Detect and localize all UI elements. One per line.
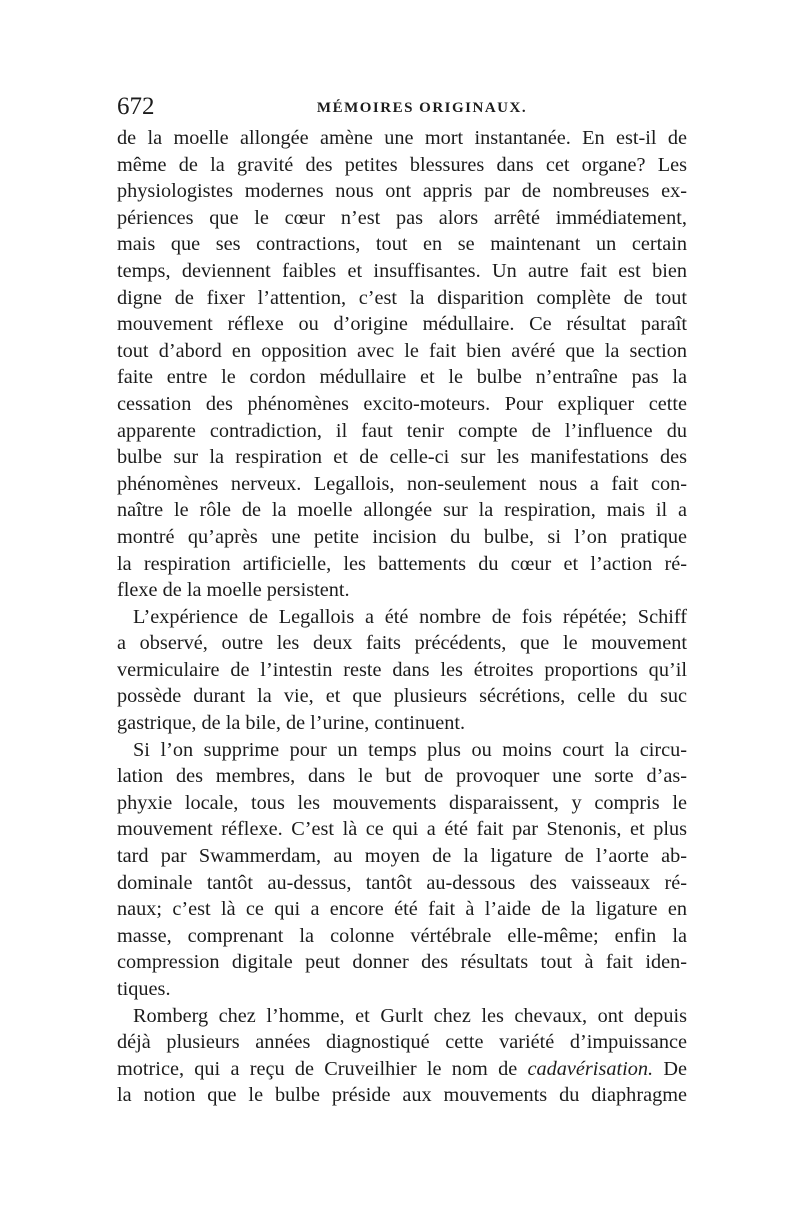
text-line: apparente contradiction, il faut tenir compte de l’influence du — [117, 419, 687, 442]
text-line: vermiculaire de l’intestin reste dans les étroites proportions qu’il — [117, 658, 687, 681]
paragraph-start-line: L’expérience de Legallois a été nombre de fois répétée; Schiff — [133, 605, 687, 628]
text-line: de la moelle allongée amène une mort instantanée. En est-il de — [117, 127, 687, 149]
text-line: a observé, outre les deux faits précédents, que le mouvement — [117, 632, 687, 655]
text-line: naux; c’est là ce qui a encore été fait à l’aide de la ligature en — [117, 898, 687, 921]
text-line: possède durant la vie, et que plusieurs sécrétions, celle du suc — [117, 685, 687, 708]
text-line: digne de fixer l’attention, c’est la disparition complète de tout — [117, 286, 687, 309]
running-head: MÉMOIRES ORIGINAUX. — [316, 100, 528, 116]
text-line: physiologistes modernes nous ont appris par de nombreuses ex- — [117, 180, 687, 203]
text-line: temps, deviennent faibles et insuffisantes. Un autre fait est bien — [117, 259, 687, 282]
text-line: dominale tantôt au-dessus, tantôt au-dessous des vaisseaux ré- — [117, 871, 687, 894]
text-line: compression digitale peut donner des résultats tout à fait iden- — [117, 951, 687, 974]
body-text — [117, 125, 687, 1109]
text-line: naître le rôle de la moelle allongée sur la respiration, mais il a — [117, 499, 687, 522]
text-line: périences que le cœur n’est pas alors arrêté immédiatement, — [117, 206, 687, 229]
text-line: lation des membres, dans le but de provoquer une sorte d’as- — [117, 765, 687, 788]
text-line: tout d’abord en opposition avec le fait bien avéré que la section — [117, 339, 687, 362]
text-line: cessation des phénomènes excito-moteurs. Pour expliquer cette — [117, 392, 687, 415]
text-line: bulbe sur la respiration et de celle-ci sur les manifestations des — [117, 446, 687, 469]
text-line: déjà plusieurs années diagnostiqué cette variété d’impuissance — [117, 1031, 687, 1054]
text-line: phénomènes nerveux. Legallois, non-seulement nous a fait con- — [117, 472, 687, 495]
text-line: masse, comprenant la colonne vértébrale elle-même; enfin la — [117, 924, 687, 947]
text-segment: De — [653, 1057, 687, 1080]
page-number: 672 — [117, 93, 155, 120]
paragraph-end-line: gastrique, de la bile, de l’urine, continuent. — [117, 712, 466, 735]
text-line: la respiration artificielle, les battements du cœur et l’action ré- — [117, 552, 687, 575]
paragraph-start-line: Si l’on supprime pour un temps plus ou moins court la circu- — [133, 738, 687, 761]
paragraph-end-line: tiques. — [117, 978, 171, 1000]
italic-term: cadavérisation. — [527, 1057, 654, 1080]
text-line: la notion que le bulbe préside aux mouvements du diaphragme — [117, 1084, 687, 1107]
text-line-with-italic — [117, 1056, 687, 1083]
page-header — [117, 92, 687, 122]
paragraph-end-line: flexe de la moelle persistent. — [117, 579, 350, 602]
text-line: phyxie locale, tous les mouvements disparaissent, y compris le — [117, 791, 687, 814]
text-line: mouvement réflexe ou d’origine médullaire. Ce résultat paraît — [117, 313, 687, 336]
text-line: mais que ses contractions, tout en se maintenant un certain — [117, 233, 687, 256]
paragraph-start-line: Romberg chez l’homme, et Gurlt chez les chevaux, ont depuis — [133, 1004, 687, 1027]
text-line: montré qu’après une petite incision du bulbe, si l’on pratique — [117, 525, 687, 548]
text-line: tard par Swammerdam, au moyen de la ligature de l’aorte ab- — [117, 845, 687, 868]
text-line: faite entre le cordon médullaire et le bulbe n’entraîne pas la — [117, 366, 687, 389]
text-segment: motrice, qui a reçu de Cruveilhier le nom de — [117, 1057, 528, 1080]
text-line: même de la gravité des petites blessures dans cet organe? Les — [117, 153, 687, 176]
text-line: mouvement réflexe. C’est là ce qui a été fait par Stenonis, et plus — [117, 818, 687, 841]
